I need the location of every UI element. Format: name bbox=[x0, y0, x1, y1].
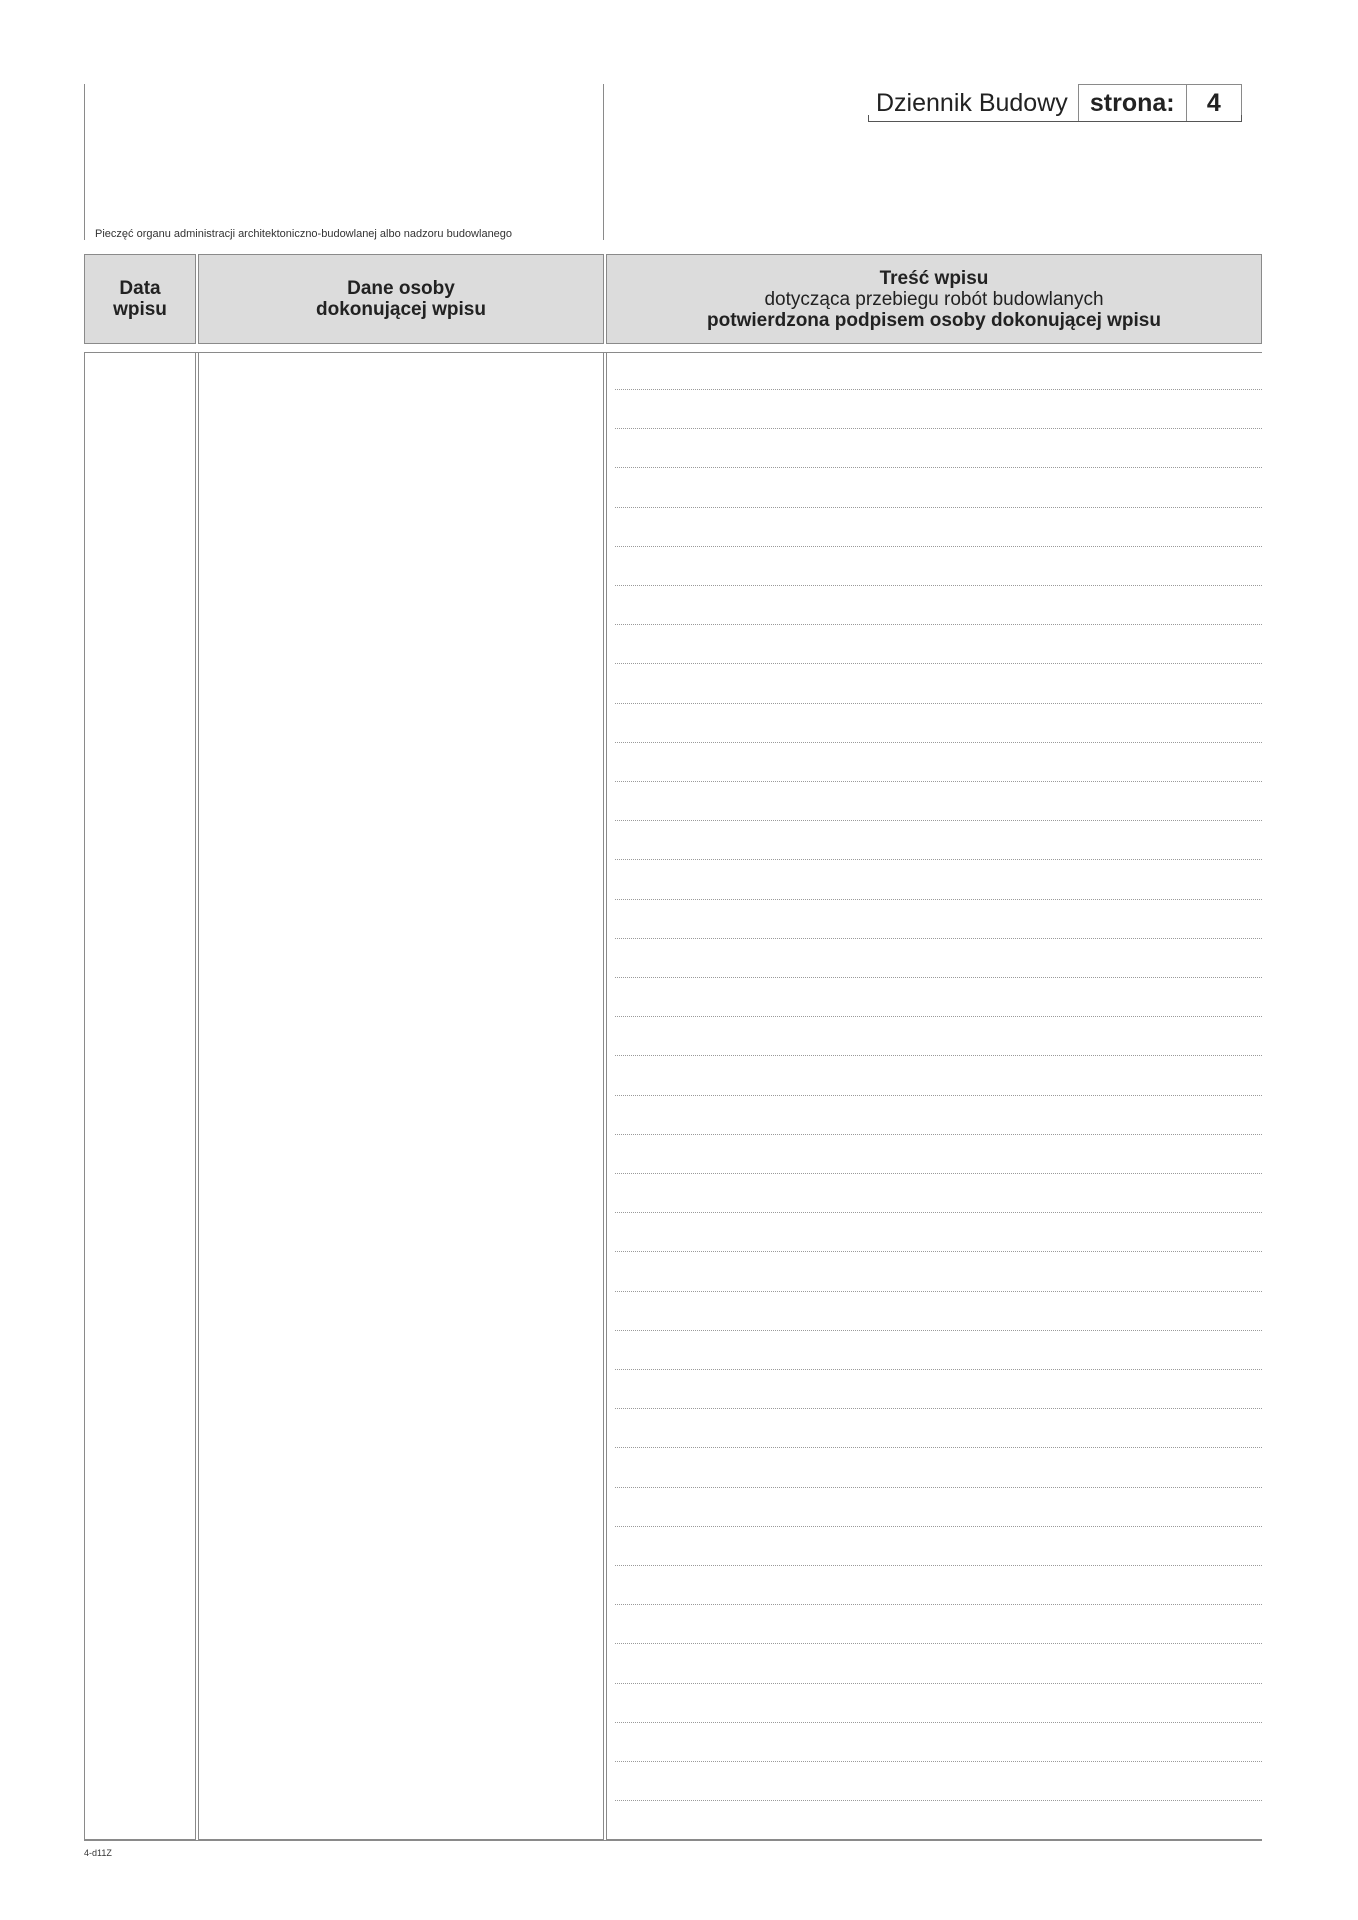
writing-line bbox=[615, 1643, 1262, 1644]
writing-line bbox=[615, 1800, 1262, 1801]
writing-line bbox=[615, 1173, 1262, 1174]
writing-line bbox=[615, 585, 1262, 586]
writing-line bbox=[615, 899, 1262, 900]
header-person-line2: dokonującej wpisu bbox=[316, 299, 486, 320]
header-date-line2: wpisu bbox=[113, 299, 167, 320]
header-date-line1: Data bbox=[119, 278, 161, 299]
writing-line bbox=[615, 1761, 1262, 1762]
writing-lines bbox=[607, 353, 1262, 1839]
date-column[interactable] bbox=[84, 352, 196, 1840]
header-content-line2: dotycząca przebiegu robót budowlanych bbox=[764, 288, 1104, 310]
writing-line bbox=[615, 1447, 1262, 1448]
page-number: 4 bbox=[1186, 84, 1242, 122]
header-content-line3: potwierdzona podpisem osoby dokonującej wpisu bbox=[707, 309, 1161, 331]
stamp-area bbox=[84, 84, 604, 240]
page-title: Dziennik Budowy bbox=[876, 88, 1068, 117]
writing-line bbox=[615, 1683, 1262, 1684]
writing-line bbox=[615, 1330, 1262, 1331]
person-column[interactable] bbox=[198, 352, 604, 1840]
page-label: strona: bbox=[1078, 84, 1186, 122]
writing-line bbox=[615, 1134, 1262, 1135]
writing-line bbox=[615, 1016, 1262, 1017]
writing-line bbox=[615, 859, 1262, 860]
writing-line bbox=[615, 467, 1262, 468]
writing-line bbox=[615, 428, 1262, 429]
writing-line bbox=[615, 1251, 1262, 1252]
header-date bbox=[84, 254, 196, 344]
writing-line bbox=[615, 820, 1262, 821]
form-code: 4-d11Z bbox=[84, 1848, 112, 1858]
table-bottom-rule bbox=[84, 1840, 1262, 1841]
writing-line bbox=[615, 781, 1262, 782]
content-column[interactable] bbox=[606, 352, 1262, 1840]
header-person bbox=[198, 254, 604, 344]
title-block bbox=[868, 84, 1242, 122]
header-content bbox=[606, 254, 1262, 344]
writing-line bbox=[615, 1565, 1262, 1566]
writing-line bbox=[615, 624, 1262, 625]
writing-line bbox=[615, 1722, 1262, 1723]
stamp-caption: Pieczęć organu administracji architektoniczno-budowlanej albo nadzoru budowlanego bbox=[95, 228, 513, 240]
writing-line bbox=[615, 507, 1262, 508]
writing-line bbox=[615, 663, 1262, 664]
table-top-rule bbox=[84, 352, 1262, 353]
header-content-line1: Treść wpisu bbox=[879, 267, 989, 289]
writing-line bbox=[615, 1408, 1262, 1409]
writing-line bbox=[615, 938, 1262, 939]
writing-line bbox=[615, 1055, 1262, 1056]
writing-line bbox=[615, 1095, 1262, 1096]
title-bracket bbox=[868, 115, 1242, 122]
writing-line bbox=[615, 742, 1262, 743]
writing-line bbox=[615, 1604, 1262, 1605]
writing-line bbox=[615, 703, 1262, 704]
writing-line bbox=[615, 389, 1262, 390]
writing-line bbox=[615, 1291, 1262, 1292]
writing-line bbox=[615, 546, 1262, 547]
writing-line bbox=[615, 1487, 1262, 1488]
writing-line bbox=[615, 1526, 1262, 1527]
writing-line bbox=[615, 1369, 1262, 1370]
header-person-line1: Dane osoby bbox=[347, 278, 455, 299]
writing-line bbox=[615, 977, 1262, 978]
writing-line bbox=[615, 1212, 1262, 1213]
